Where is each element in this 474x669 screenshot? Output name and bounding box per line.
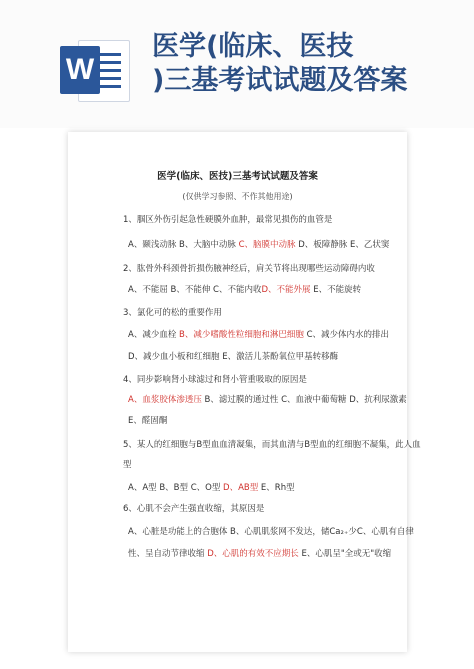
document-subtitle: (仅供学习参照、不作其他用途)	[182, 192, 293, 201]
page-title	[152, 30, 467, 98]
word-w-icon: W	[60, 46, 100, 94]
page-title-line1: 医学(临床、医技	[152, 31, 354, 62]
question-1-options-a: A、颞浅动脉 B、大脑中动脉	[128, 240, 239, 250]
document-title: 医学(临床、医技)三基考试试题及答案	[157, 171, 318, 182]
question-5-options-b: E、Rh型	[258, 483, 295, 493]
question-6-options: A、心脏是功能上的合胞体 B、心肌肌浆网不发达，储Ca₂₊少C、心肌有自律	[128, 527, 414, 537]
question-1-answer: C、脑膜中动脉	[238, 240, 296, 250]
page-title-line2: )三基考试试题及答案	[152, 65, 408, 96]
question-4-options-a: B、滤过膜的通过性 C、血液中葡萄糖 D、抗利尿激素	[201, 395, 407, 405]
question-2-options	[128, 284, 361, 297]
question-6-answer: D、心肌的有效不应期长	[207, 549, 299, 559]
question-5-stem: 5、某人的红细胞与B型血血清凝集，而其血清与B型血的红细胞不凝集，此人血	[123, 440, 421, 450]
question-3-options	[128, 329, 389, 342]
document-page	[68, 132, 421, 652]
question-6-options-a: 性、呈自动节律收缩	[128, 549, 208, 559]
question-2-answer: D、不能外展	[261, 285, 311, 295]
question-4-options	[128, 394, 407, 407]
question-3-options-a: A、减少血栓	[128, 330, 180, 340]
question-4-answer: A、血浆胶体渗透压	[128, 395, 202, 405]
word-document-icon	[60, 38, 132, 102]
question-1-options	[128, 239, 389, 252]
question-2-options-b: E、不能旋转	[310, 285, 362, 295]
question-3-answer: B、减少嗜酸性粒细胞和淋巴细胞	[179, 330, 304, 340]
question-4-options-line2: E、醛固酮	[128, 416, 168, 426]
question-2-options-a: A、不能屈 B、不能伸 C、不能内收	[128, 285, 262, 295]
question-6-options-b: E、心肌呈"全或无"收缩	[298, 549, 392, 559]
question-3-stem: 3、氯化可的松的重要作用	[123, 308, 222, 318]
question-5-options-a: A、A型 B、B型 C、O型	[128, 483, 224, 493]
question-3-options-line2: D、减少血小板和红细胞 E、激活儿茶酚氧位甲基转移酶	[128, 352, 339, 362]
question-6-options-line2	[128, 548, 391, 561]
header-banner	[0, 0, 474, 128]
question-1-options-b: D、板障静脉 E、乙状窦	[295, 240, 390, 250]
question-5-stem-line2: 型	[123, 460, 132, 470]
question-3-options-b: C、减少体内水的排出	[303, 330, 390, 340]
question-4-stem: 4、同步影响肾小球滤过和肾小管重吸取的原因是	[123, 375, 307, 385]
question-6-stem: 6、心肌不会产生强直收缩，其原因是	[123, 504, 265, 514]
question-5-answer: D、AB型	[223, 483, 259, 493]
question-5-options	[128, 482, 295, 495]
question-2-stem: 2、肱骨外科颈骨折损伤腋神经后，肩关节将出现哪些运动障碍内收	[123, 264, 375, 274]
question-1-stem: 1、腘区外伤引起急性硬膜外血肿，最常见损伤的血管是	[123, 215, 333, 225]
